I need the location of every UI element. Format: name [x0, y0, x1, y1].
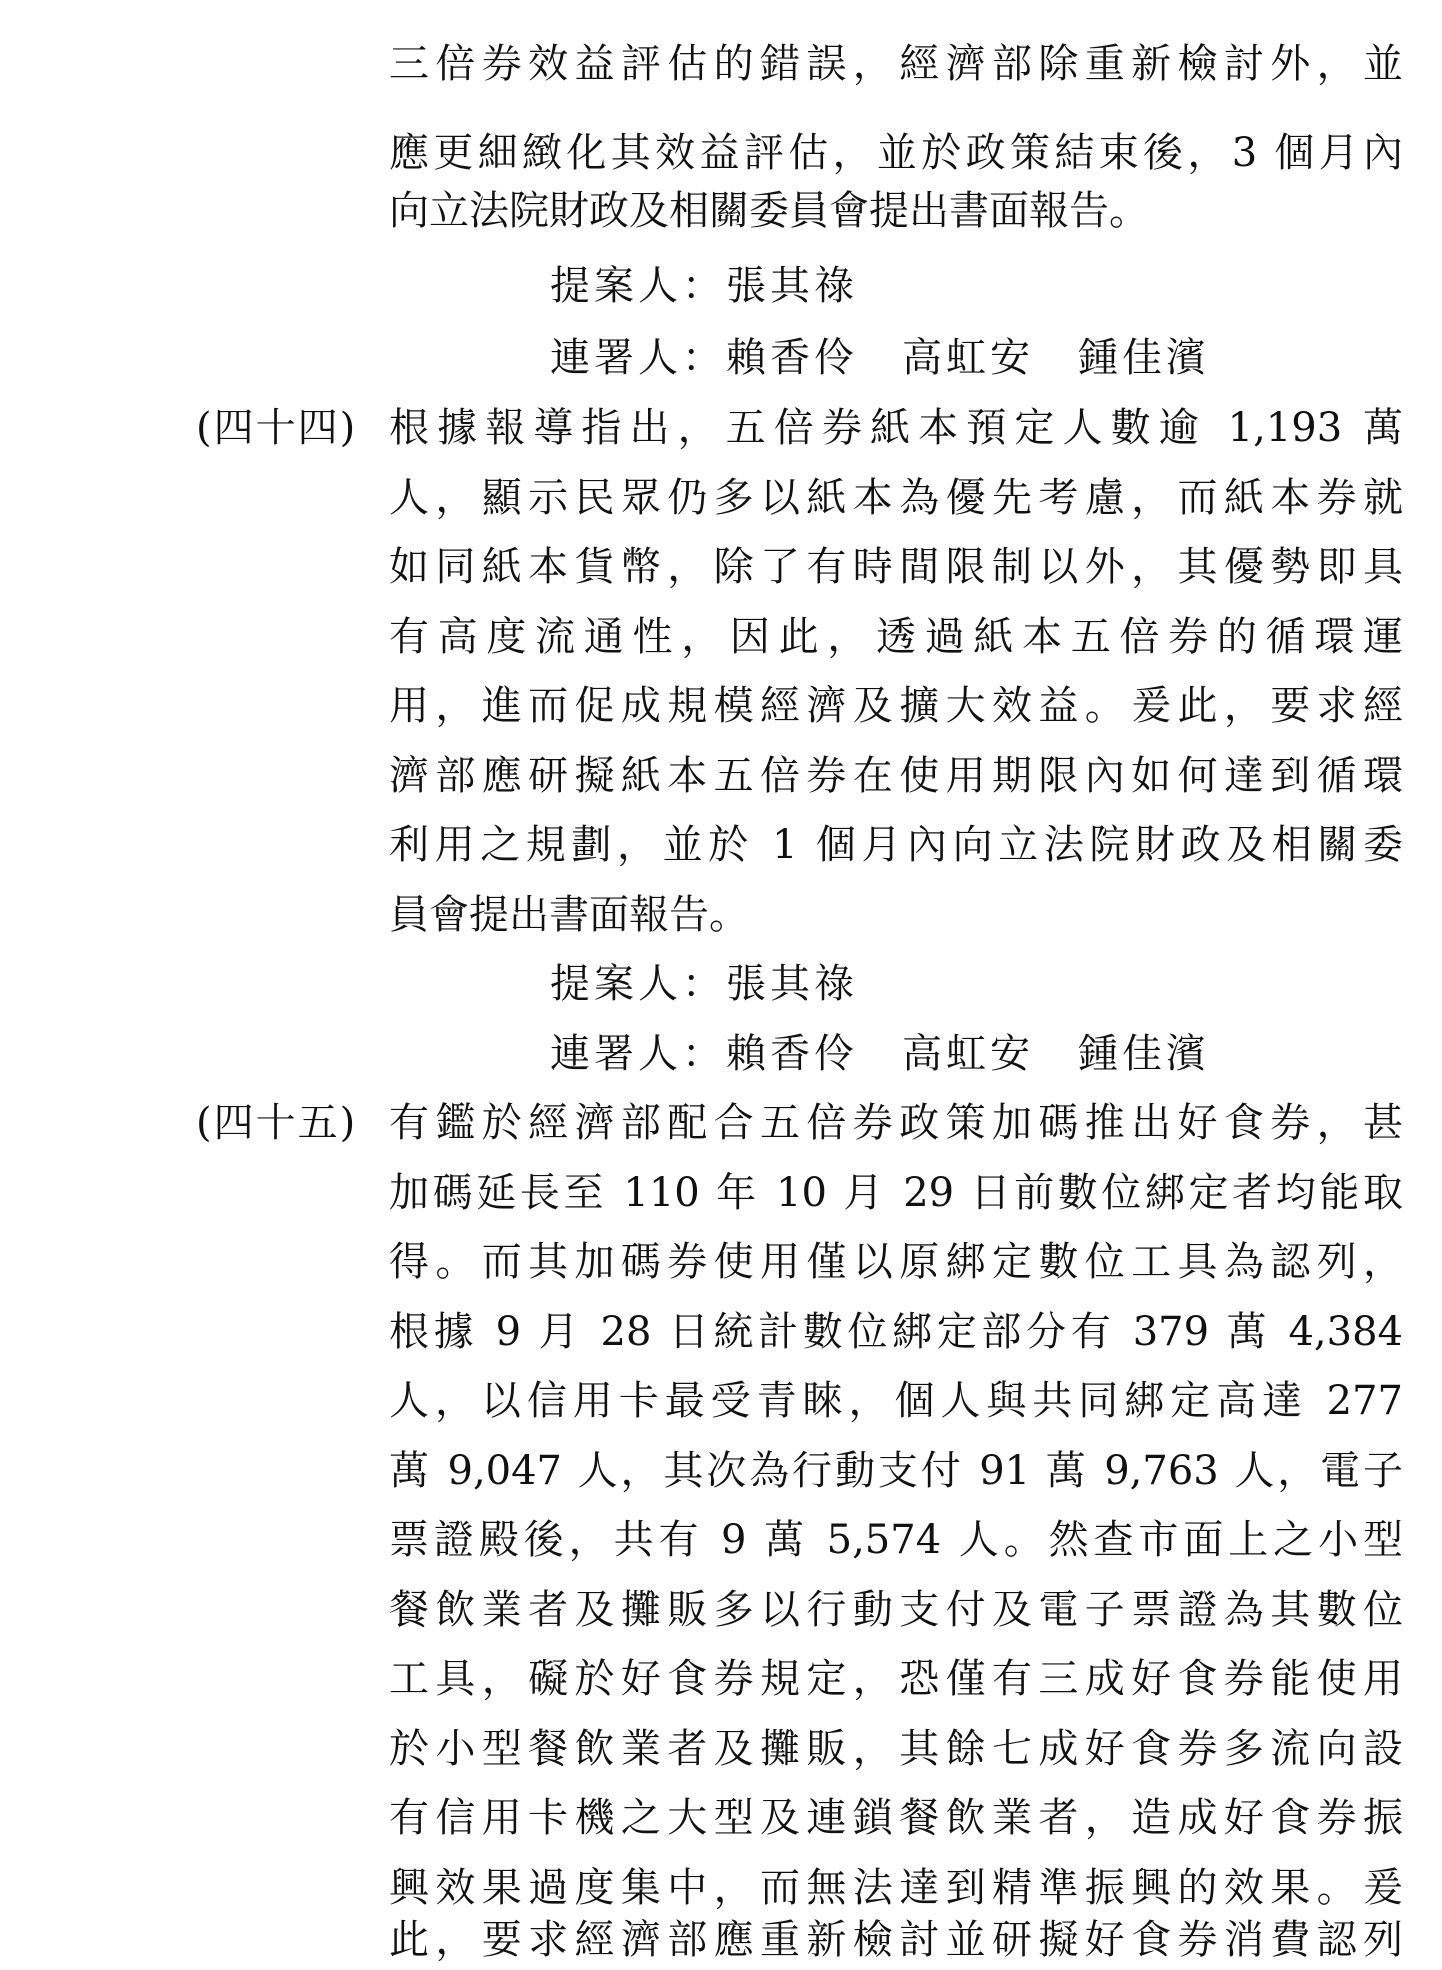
item-number-44: (四十四) [196, 405, 358, 451]
proposer-line: 提案人：張其祿 [550, 961, 858, 1007]
paragraph-line: 工具，礙於好食券規定，恐僅有三成好食券能使用 [389, 1656, 1403, 1702]
paragraph-line: 向立法院財政及相關委員會提出書面報告。 [389, 188, 1149, 234]
paragraph-line: 有鑑於經濟部配合五倍券政策加碼推出好食券，甚 [389, 1100, 1403, 1146]
paragraph-line: 餐飲業者及攤販多以行動支付及電子票證為其數位 [389, 1587, 1403, 1633]
paragraph-line: 加碼延長至 110 年 10 月 29 日前數位綁定者均能取 [389, 1170, 1403, 1216]
paragraph-line: 利用之規劃，並於 1 個月內向立法院財政及相關委 [389, 822, 1403, 868]
paragraph-line: 萬 9,047 人，其次為行動支付 91 萬 9,763 人，電子 [389, 1448, 1403, 1494]
paragraph-line: 得。而其加碼券使用僅以原綁定數位工具為認列， [389, 1239, 1403, 1285]
paragraph-line: 根據 9 月 28 日統計數位綁定部分有 379 萬 4,384 [389, 1309, 1403, 1355]
paragraph-line: 於小型餐飲業者及攤販，其餘七成好食券多流向設 [389, 1726, 1403, 1772]
paragraph-line: 如同紙本貨幣，除了有時間限制以外，其優勢即具 [389, 544, 1403, 590]
paragraph-line: 濟部應研擬紙本五倍券在使用期限內如何達到循環 [389, 753, 1403, 799]
cosigner-line: 連署人：賴香伶 高虹安 鍾佳濱 [550, 1031, 1210, 1077]
cosigner-line: 連署人：賴香伶 高虹安 鍾佳濱 [550, 335, 1210, 381]
paragraph-line: 有信用卡機之大型及連鎖餐飲業者，造成好食券振 [389, 1795, 1403, 1841]
paragraph-line: 興效果過度集中，而無法達到精準振興的效果。爰 [389, 1865, 1403, 1911]
paragraph-line: 有高度流通性，因此，透過紙本五倍券的循環運 [389, 614, 1403, 660]
paragraph-line: 人，以信用卡最受青睞，個人與共同綁定高達 277 [389, 1378, 1403, 1424]
paragraph-line: 人，顯示民眾仍多以紙本為優先考慮，而紙本券就 [389, 475, 1403, 521]
item-number-45: (四十五) [196, 1100, 358, 1146]
paragraph-line: 此，要求經濟部應重新檢討並研擬好食券消費認列 [389, 1917, 1403, 1963]
proposer-line: 提案人：張其祿 [550, 263, 858, 309]
paragraph-line: 票證殿後，共有 9 萬 5,574 人。然查市面上之小型 [389, 1517, 1403, 1563]
paragraph-line: 根據報導指出，五倍券紙本預定人數逾 1,193 萬 [389, 405, 1403, 451]
paragraph-line: 用，進而促成規模經濟及擴大效益。爰此，要求經 [389, 683, 1403, 729]
paragraph-line: 三倍券效益評估的錯誤，經濟部除重新檢討外，並 [389, 41, 1403, 87]
paragraph-line: 應更細緻化其效益評估，並於政策結束後，3 個月內 [389, 130, 1403, 176]
paragraph-line: 員會提出書面報告。 [389, 892, 749, 938]
